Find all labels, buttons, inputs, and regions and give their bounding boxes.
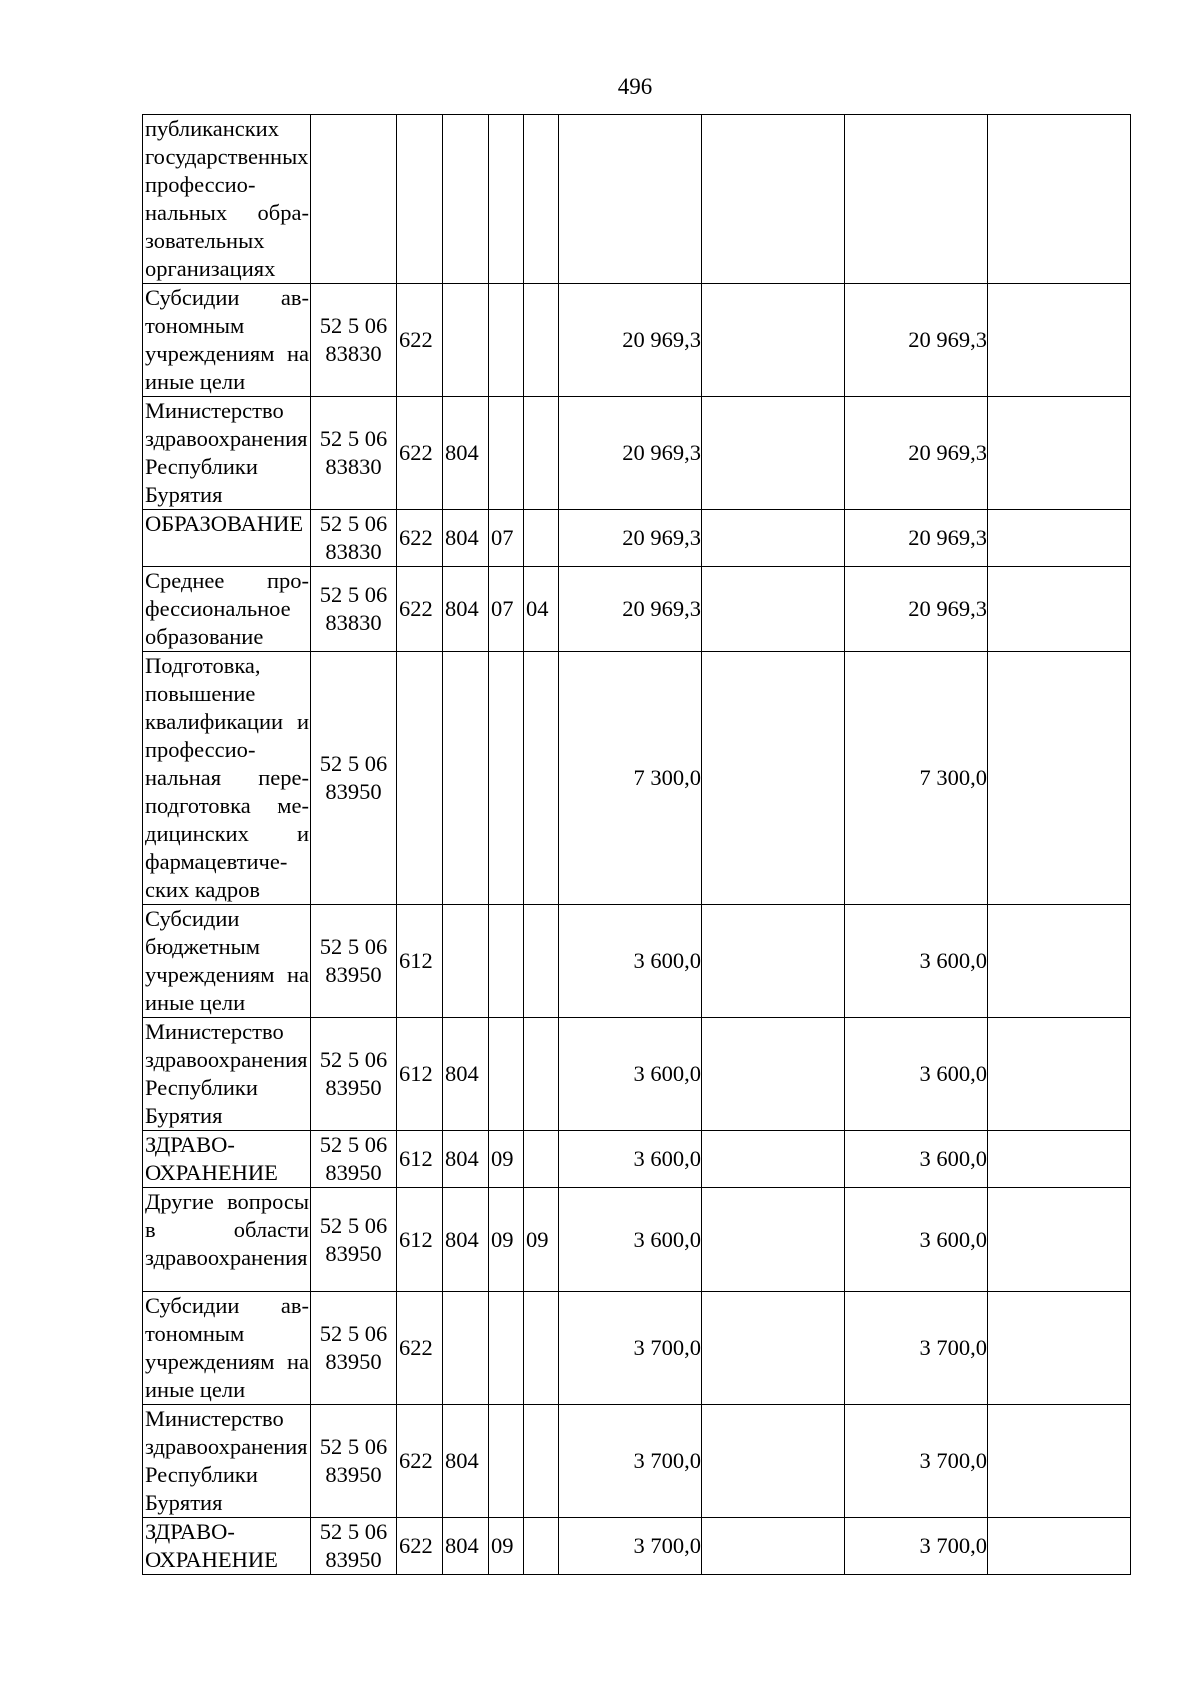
ministry-code-cell: 804 [443, 1018, 489, 1131]
row-name-cell: публиканских государственных профессиональных образовательных организациях [143, 115, 311, 284]
ministry-code-cell: 804 [443, 510, 489, 567]
amount-republic-cell: 3 600,0 [845, 1018, 988, 1131]
expense-type-cell: 612 [397, 1131, 443, 1188]
amount-republic-cell: 20 969,3 [845, 284, 988, 397]
amount-total-cell: 3 700,0 [559, 1405, 702, 1518]
row-name-cell: Министерство здравоохранения Республики Бурятия [143, 397, 311, 510]
amount-federal-cell [702, 1188, 845, 1292]
amount-total-cell: 3 600,0 [559, 905, 702, 1018]
ministry-code-cell: 804 [443, 397, 489, 510]
target-article-cell: 52 5 06 83950 [311, 1018, 397, 1131]
amount-republic-cell: 3 700,0 [845, 1518, 988, 1575]
section-cell [489, 652, 524, 905]
table-row [143, 1188, 1131, 1292]
amount-federal-cell [702, 1131, 845, 1188]
amount-total-cell: 3 700,0 [559, 1518, 702, 1575]
expense-type-cell: 622 [397, 510, 443, 567]
ministry-code-cell: 804 [443, 1188, 489, 1292]
table-row [143, 510, 1131, 567]
table-row [143, 397, 1131, 510]
amount-republic-cell: 3 600,0 [845, 1131, 988, 1188]
amount-federal-cell [702, 652, 845, 905]
table-row [143, 905, 1131, 1018]
ministry-code-cell: 804 [443, 1405, 489, 1518]
table-row [143, 1518, 1131, 1575]
amount-other-cell [988, 115, 1131, 284]
amount-republic-cell: 3 600,0 [845, 1188, 988, 1292]
table-row [143, 284, 1131, 397]
section-cell: 07 [489, 567, 524, 652]
row-name-cell: Министерство здравоохранения Республики Бурятия [143, 1405, 311, 1518]
amount-republic-cell: 20 969,3 [845, 397, 988, 510]
amount-total-cell: 3 600,0 [559, 1131, 702, 1188]
ministry-code-cell: 804 [443, 1518, 489, 1575]
expense-type-cell: 612 [397, 1188, 443, 1292]
amount-republic-cell: 20 969,3 [845, 510, 988, 567]
table-row [143, 115, 1131, 284]
subsection-cell [524, 397, 559, 510]
subsection-cell [524, 905, 559, 1018]
target-article-cell: 52 5 06 83830 [311, 397, 397, 510]
target-article-cell: 52 5 06 83950 [311, 1405, 397, 1518]
target-article-cell [311, 115, 397, 284]
amount-republic-cell: 3 700,0 [845, 1405, 988, 1518]
amount-other-cell [988, 1518, 1131, 1575]
row-name-cell: Среднее профессиональное образование [143, 567, 311, 652]
amount-federal-cell [702, 567, 845, 652]
target-article-cell: 52 5 06 83830 [311, 567, 397, 652]
row-name-cell: Субсидии автономным учреждениям на иные цели [143, 284, 311, 397]
row-name-cell: Министерство здравоохранения Республики Бурятия [143, 1018, 311, 1131]
subsection-cell [524, 1292, 559, 1405]
expense-type-cell: 622 [397, 1292, 443, 1405]
ministry-code-cell [443, 652, 489, 905]
amount-other-cell [988, 905, 1131, 1018]
row-name-cell: ОБРАЗОВАНИЕ [143, 510, 311, 567]
ministry-code-cell [443, 115, 489, 284]
subsection-cell [524, 652, 559, 905]
section-cell [489, 115, 524, 284]
subsection-cell [524, 1018, 559, 1131]
section-cell [489, 284, 524, 397]
amount-other-cell [988, 397, 1131, 510]
table-row [143, 1018, 1131, 1131]
ministry-code-cell: 804 [443, 567, 489, 652]
table-row [143, 567, 1131, 652]
amount-other-cell [988, 284, 1131, 397]
amount-other-cell [988, 567, 1131, 652]
section-cell: 09 [489, 1188, 524, 1292]
amount-total-cell: 20 969,3 [559, 397, 702, 510]
section-cell [489, 397, 524, 510]
ministry-code-cell [443, 1292, 489, 1405]
table-row [143, 1292, 1131, 1405]
row-name-cell: Подготовка, повышение квалификации и профессиональная переподготовка медицинских и фармацевтических кадров [143, 652, 311, 905]
amount-federal-cell [702, 284, 845, 397]
row-name-cell: ЗДРАВООХРАНЕНИЕ [143, 1131, 311, 1188]
subsection-cell [524, 284, 559, 397]
section-cell [489, 1292, 524, 1405]
amount-republic-cell: 3 700,0 [845, 1292, 988, 1405]
amount-other-cell [988, 1292, 1131, 1405]
section-cell [489, 1405, 524, 1518]
row-name-cell: ЗДРАВООХРАНЕНИЕ [143, 1518, 311, 1575]
amount-total-cell: 3 600,0 [559, 1188, 702, 1292]
subsection-cell [524, 1405, 559, 1518]
target-article-cell: 52 5 06 83950 [311, 1292, 397, 1405]
target-article-cell: 52 5 06 83950 [311, 905, 397, 1018]
amount-total-cell: 20 969,3 [559, 510, 702, 567]
target-article-cell: 52 5 06 83950 [311, 1518, 397, 1575]
expense-type-cell: 622 [397, 567, 443, 652]
row-name-cell: Субсидии бюджетным учреждениям на иные цели [143, 905, 311, 1018]
target-article-cell: 52 5 06 83830 [311, 284, 397, 397]
amount-federal-cell [702, 1292, 845, 1405]
amount-total-cell: 7 300,0 [559, 652, 702, 905]
amount-federal-cell [702, 1405, 845, 1518]
amount-republic-cell [845, 115, 988, 284]
amount-other-cell [988, 1018, 1131, 1131]
expense-type-cell: 622 [397, 1518, 443, 1575]
table-row [143, 1405, 1131, 1518]
target-article-cell: 52 5 06 83950 [311, 652, 397, 905]
amount-federal-cell [702, 1518, 845, 1575]
amount-federal-cell [702, 510, 845, 567]
target-article-cell: 52 5 06 83830 [311, 510, 397, 567]
expense-type-cell: 622 [397, 397, 443, 510]
page-number: 496 [617, 74, 653, 99]
table-body [143, 115, 1131, 1575]
subsection-cell [524, 510, 559, 567]
amount-other-cell [988, 1188, 1131, 1292]
subsection-cell [524, 115, 559, 284]
amount-other-cell [988, 510, 1131, 567]
amount-other-cell [988, 1405, 1131, 1518]
amount-other-cell [988, 652, 1131, 905]
subsection-cell [524, 1518, 559, 1575]
amount-federal-cell [702, 397, 845, 510]
table-row [143, 652, 1131, 905]
subsection-cell [524, 1131, 559, 1188]
expense-type-cell: 622 [397, 284, 443, 397]
subsection-cell: 04 [524, 567, 559, 652]
ministry-code-cell [443, 905, 489, 1018]
section-cell: 09 [489, 1131, 524, 1188]
expense-type-cell: 612 [397, 1018, 443, 1131]
row-name-cell: Другие вопросы в области здравоохранения [143, 1188, 311, 1292]
amount-federal-cell [702, 1018, 845, 1131]
amount-other-cell [988, 1131, 1131, 1188]
expense-type-cell: 622 [397, 1405, 443, 1518]
ministry-code-cell: 804 [443, 1131, 489, 1188]
expense-type-cell [397, 652, 443, 905]
amount-total-cell: 20 969,3 [559, 567, 702, 652]
amount-total-cell: 3 700,0 [559, 1292, 702, 1405]
amount-republic-cell: 20 969,3 [845, 567, 988, 652]
amount-total-cell: 3 600,0 [559, 1018, 702, 1131]
ministry-code-cell [443, 284, 489, 397]
amount-total-cell [559, 115, 702, 284]
subsection-cell: 09 [524, 1188, 559, 1292]
target-article-cell: 52 5 06 83950 [311, 1188, 397, 1292]
row-name-cell: Субсидии автономным учреждениям на иные цели [143, 1292, 311, 1405]
amount-republic-cell: 7 300,0 [845, 652, 988, 905]
section-cell [489, 1018, 524, 1131]
amount-federal-cell [702, 905, 845, 1018]
amount-federal-cell [702, 115, 845, 284]
section-cell [489, 905, 524, 1018]
amount-total-cell: 20 969,3 [559, 284, 702, 397]
section-cell: 09 [489, 1518, 524, 1575]
budget-table [142, 114, 1131, 1575]
amount-republic-cell: 3 600,0 [845, 905, 988, 1018]
section-cell: 07 [489, 510, 524, 567]
expense-type-cell [397, 115, 443, 284]
target-article-cell: 52 5 06 83950 [311, 1131, 397, 1188]
table-row [143, 1131, 1131, 1188]
expense-type-cell: 612 [397, 905, 443, 1018]
